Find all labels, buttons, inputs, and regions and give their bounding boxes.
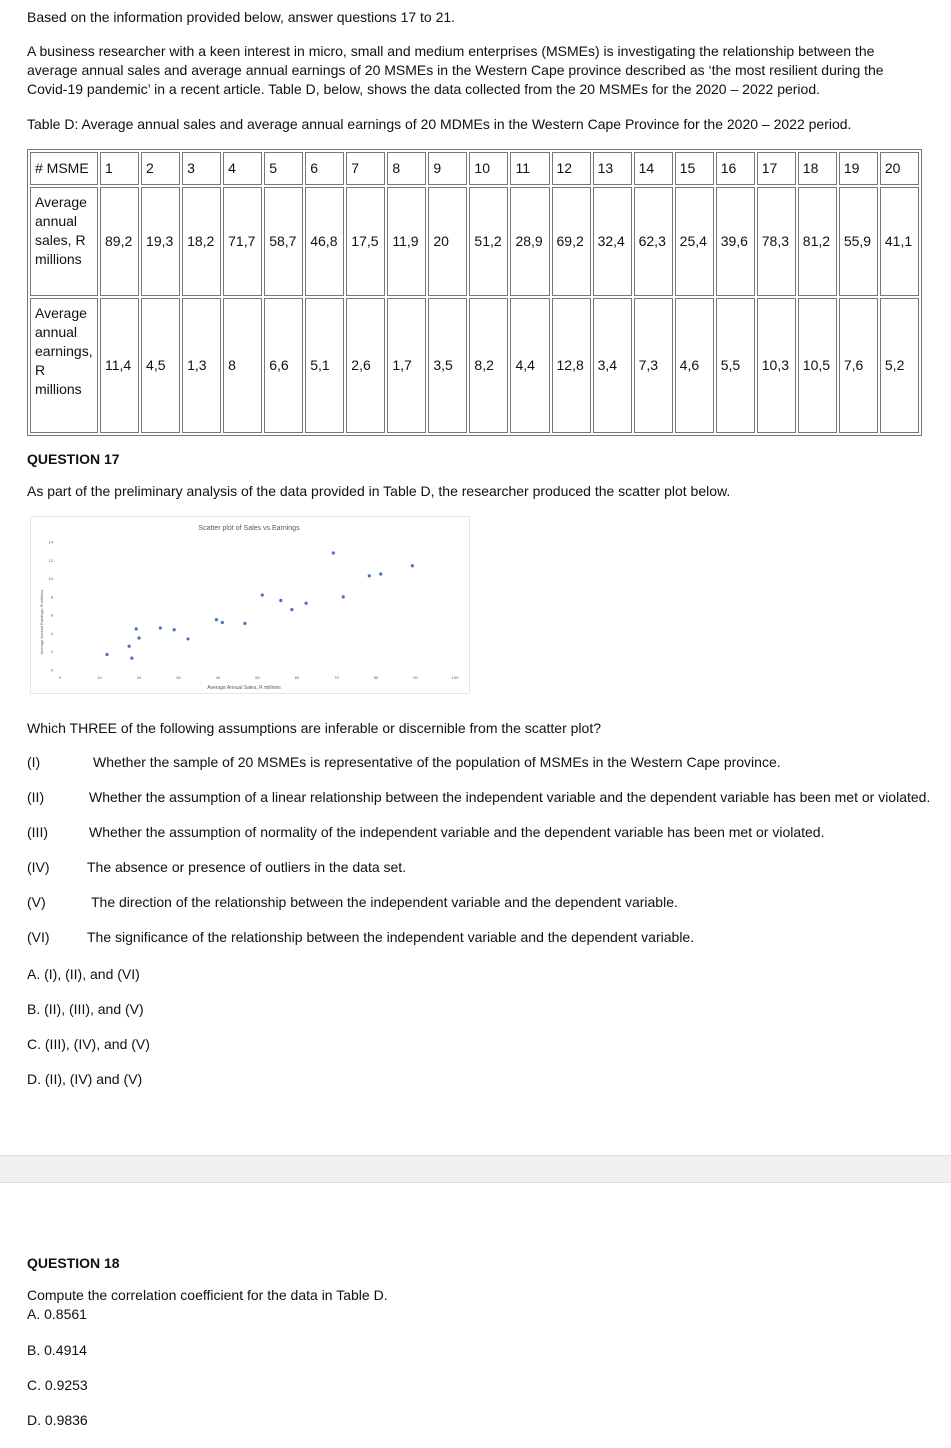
answer-choice[interactable]: A. (I), (II), and (VI) <box>27 966 140 982</box>
cell-msme-14: 14 <box>634 152 673 185</box>
cell-msme-2: 2 <box>141 152 180 185</box>
answer-choice[interactable]: D. 0.9836 <box>27 1412 88 1428</box>
scatter-point <box>221 621 224 624</box>
cell-msme-10: 10 <box>469 152 508 185</box>
y-tick-label: 6 <box>50 612 53 618</box>
y-tick-label: 12 <box>48 557 53 563</box>
cell-msme-19: 19 <box>839 152 878 185</box>
x-tick-label: 60 <box>294 675 300 680</box>
y-tick-label: 2 <box>50 649 53 655</box>
cell-earnings-2: 4,5 <box>141 298 180 433</box>
row-label-sales: Average annual sales, R millions <box>30 187 98 296</box>
cell-sales-9: 20 <box>428 187 467 296</box>
x-tick-label: 0 <box>58 675 62 680</box>
x-tick-label: 20 <box>136 675 142 680</box>
y-tick-label: 10 <box>48 576 53 582</box>
cell-earnings-14: 7,3 <box>634 298 673 433</box>
cell-sales-17: 78,3 <box>757 187 796 296</box>
scatter-point <box>137 636 140 639</box>
x-tick-label: 90 <box>413 675 418 680</box>
cell-earnings-5: 6,6 <box>264 298 303 433</box>
chart-xlabel: Average Annual Sales, R millions <box>207 685 281 691</box>
cell-msme-15: 15 <box>675 152 714 185</box>
option-number: (III) <box>27 824 48 840</box>
cell-msme-16: 16 <box>716 152 755 185</box>
cell-msme-8: 8 <box>387 152 426 185</box>
x-tick-label: 50 <box>255 675 260 680</box>
y-tick-label: 14 <box>48 539 53 545</box>
cell-sales-1: 89,2 <box>100 187 139 296</box>
option-text: Whether the assumption of normality of the independent variable and the dependent variable has been met or violated. <box>89 824 825 840</box>
cell-sales-8: 11,9 <box>387 187 426 296</box>
scatter-point <box>290 608 293 611</box>
scatter-point <box>411 564 414 567</box>
cell-sales-10: 51,2 <box>469 187 508 296</box>
cell-earnings-10: 8,2 <box>469 298 508 433</box>
cell-msme-11: 11 <box>510 152 549 185</box>
x-tick-label: 30 <box>176 675 181 680</box>
x-tick-label: 70 <box>334 675 339 680</box>
cell-msme-20: 20 <box>880 152 919 185</box>
intro-text: Based on the information provided below, answer questions 17 to 21. <box>27 9 456 25</box>
sales-row <box>30 187 919 296</box>
option-number: (V) <box>27 894 46 910</box>
answer-choice[interactable]: C. 0.9253 <box>27 1377 88 1393</box>
cell-earnings-3: 1,3 <box>182 298 221 433</box>
cell-msme-13: 13 <box>593 152 632 185</box>
option-text: The direction of the relationship between the independent variable and the dependent variable. <box>91 894 678 910</box>
scatter-point <box>342 595 345 598</box>
cell-msme-3: 3 <box>182 152 221 185</box>
cell-earnings-11: 4,4 <box>510 298 549 433</box>
x-tick-label: 80 <box>373 675 379 680</box>
scatter-point <box>186 637 189 640</box>
option-number: (II) <box>27 789 45 805</box>
cell-sales-18: 81,2 <box>798 187 837 296</box>
cell-earnings-17: 10,3 <box>757 298 796 433</box>
scatter-point <box>215 618 218 621</box>
answer-choice[interactable]: C. (III), (IV), and (V) <box>27 1036 150 1052</box>
cell-sales-3: 18,2 <box>182 187 221 296</box>
cell-earnings-8: 1,7 <box>387 298 426 433</box>
question-17-prompt: Which THREE of the following assumptions are inferable or discernible from the scatter plot? <box>27 720 602 736</box>
question-17-heading: QUESTION 17 <box>27 451 120 467</box>
answer-choice[interactable]: D. (II), (IV) and (V) <box>27 1071 143 1087</box>
table-caption: Table D: Average annual sales and average annual earnings of 20 MDMEs in the Western Cape Province for the 2020 – 2022 period. <box>27 116 852 132</box>
scatter-point <box>135 627 138 630</box>
cell-sales-12: 69,2 <box>552 187 591 296</box>
cell-earnings-1: 11,4 <box>100 298 139 433</box>
cell-sales-20: 41,1 <box>880 187 919 296</box>
cell-earnings-18: 10,5 <box>798 298 837 433</box>
cell-msme-12: 12 <box>552 152 591 185</box>
scatter-chart <box>30 516 470 694</box>
x-tick-label: 10 <box>97 675 102 680</box>
cell-earnings-4: 8 <box>223 298 262 433</box>
answer-choice[interactable]: A. 0.8561 <box>27 1306 87 1322</box>
cell-msme-17: 17 <box>757 152 796 185</box>
cell-sales-15: 25,4 <box>675 187 714 296</box>
cell-earnings-6: 5,1 <box>305 298 344 433</box>
question-18-heading: QUESTION 18 <box>27 1255 120 1271</box>
question-18-text: Compute the correlation coefficient for the data in Table D. <box>27 1287 388 1303</box>
answer-choice[interactable]: B. 0.4914 <box>27 1342 87 1358</box>
context-paragraph: A business researcher with a keen interest in micro, small and medium enterprises (MSMEs) is investigating the relationship between the average annual sales and average annual earnings of 20 MSMEs in the Western Cape province described as ‘the most resilient during the Covid-19 pandemic’ in a recent article. Table D, below, shows the data collected from the 20 MSMEs for the 2020 – 2022 period. <box>27 43 884 97</box>
option-number: (I) <box>27 754 41 770</box>
chart-ylabel: Average Annual Earnings, R millions <box>39 589 44 655</box>
cell-earnings-12: 12,8 <box>552 298 591 433</box>
cell-msme-4: 4 <box>223 152 262 185</box>
cell-earnings-7: 2,6 <box>346 298 385 433</box>
option-text: The significance of the relationship between the independent variable and the dependent variable. <box>87 929 695 945</box>
option-number: (IV) <box>27 859 50 875</box>
cell-msme-6: 6 <box>305 152 344 185</box>
cell-sales-2: 19,3 <box>141 187 180 296</box>
cell-sales-16: 39,6 <box>716 187 755 296</box>
y-tick-label: 8 <box>50 594 53 600</box>
scatter-point <box>332 551 335 554</box>
x-tick-label: 100 <box>451 675 459 680</box>
row-label-earnings: Average annual earnings, R millions <box>30 298 98 433</box>
cell-msme-18: 18 <box>798 152 837 185</box>
option-text: The absence or presence of outliers in the data set. <box>87 859 407 875</box>
cell-earnings-20: 5,2 <box>880 298 919 433</box>
scatter-point <box>368 574 371 577</box>
row-label-msme: # MSME <box>30 152 98 185</box>
cell-earnings-9: 3,5 <box>428 298 467 433</box>
cell-sales-7: 17,5 <box>346 187 385 296</box>
cell-sales-19: 55,9 <box>839 187 878 296</box>
chart-title: Scatter plot of Sales vs Earnings <box>198 525 300 532</box>
cell-msme-1: 1 <box>100 152 139 185</box>
earnings-row <box>30 298 919 433</box>
option-number: (VI) <box>27 929 50 945</box>
cell-sales-14: 62,3 <box>634 187 673 296</box>
scatter-point <box>105 653 108 656</box>
cell-msme-5: 5 <box>264 152 303 185</box>
cell-earnings-19: 7,6 <box>839 298 878 433</box>
scatter-point <box>261 593 264 596</box>
cell-sales-13: 32,4 <box>593 187 632 296</box>
scatter-point <box>159 626 162 629</box>
scatter-point <box>173 628 176 631</box>
scatter-point <box>304 602 307 605</box>
y-tick-label: 0 <box>50 667 53 673</box>
cell-earnings-13: 3,4 <box>593 298 632 433</box>
y-tick-label: 4 <box>50 630 53 636</box>
cell-earnings-16: 5,5 <box>716 298 755 433</box>
scatter-point <box>130 657 133 660</box>
cell-sales-4: 71,7 <box>223 187 262 296</box>
table-d <box>27 149 922 436</box>
question-separator <box>0 1155 951 1183</box>
option-text: Whether the sample of 20 MSMEs is representative of the population of MSMEs in the Western Cape province. <box>93 754 781 770</box>
x-tick-label: 40 <box>215 675 221 680</box>
scatter-point <box>279 599 282 602</box>
answer-choice[interactable]: B. (II), (III), and (V) <box>27 1001 144 1017</box>
question-17-intro: As part of the preliminary analysis of the data provided in Table D, the researcher produced the scatter plot below. <box>27 483 731 499</box>
cell-sales-6: 46,8 <box>305 187 344 296</box>
cell-sales-5: 58,7 <box>264 187 303 296</box>
cell-msme-7: 7 <box>346 152 385 185</box>
cell-earnings-15: 4,6 <box>675 298 714 433</box>
cell-msme-9: 9 <box>428 152 467 185</box>
scatter-point <box>243 622 246 625</box>
scatter-point <box>379 572 382 575</box>
cell-sales-11: 28,9 <box>510 187 549 296</box>
msme-row <box>30 152 919 185</box>
option-text: Whether the assumption of a linear relationship between the independent variable and the dependent variable has been met or violated. <box>89 789 931 805</box>
scatter-point <box>128 645 131 648</box>
